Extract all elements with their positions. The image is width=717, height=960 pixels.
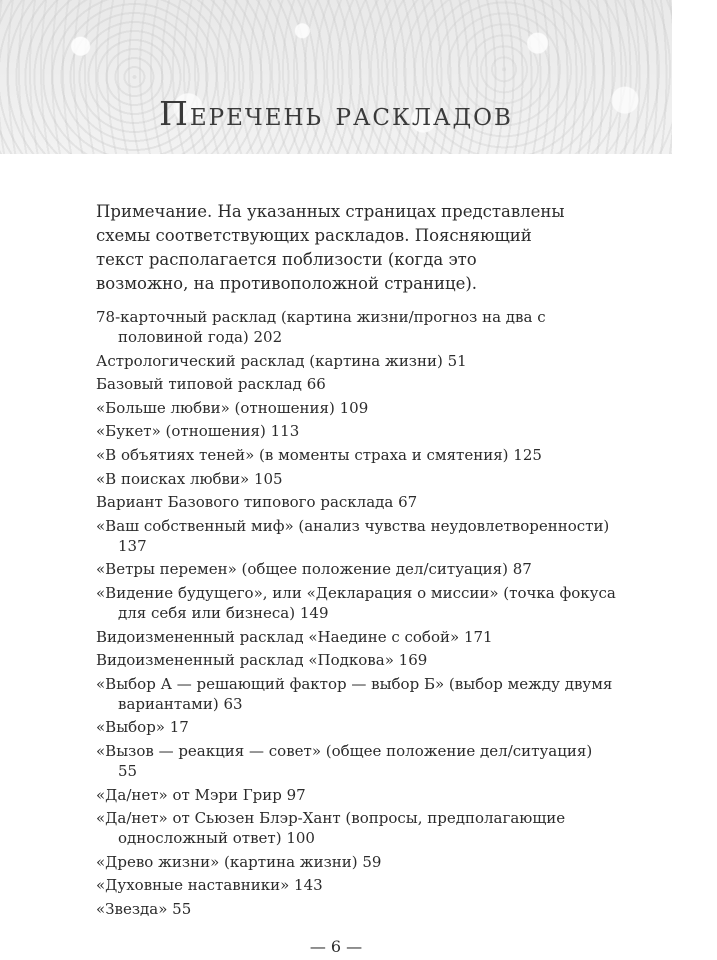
list-item: «Выбор» 17 xyxy=(96,718,189,737)
list-item: «Звезда» 55 xyxy=(96,899,192,918)
list-item: «Букет» (отношения) 113 xyxy=(96,422,300,441)
list-item: «В объятиях теней» (в моменты страха и смятения) 125 xyxy=(96,445,542,464)
list-item: Видоизмененный расклад «Наедине с собой» 171 xyxy=(96,627,493,646)
list-item: «Духовные наставники» 143 xyxy=(96,876,323,895)
list-item: «Вызов — реакция — совет» (общее положение дел/ситуация) 55 xyxy=(96,741,593,780)
note-paragraph: Примечание. На указанных страницах представлены схемы соответствующих раскладов. Поясняющий текст располагается поблизости (когда это возможно, на противоположной странице). xyxy=(96,202,565,293)
list-item: Астрологический расклад (картина жизни) 51 xyxy=(96,351,467,370)
list-item: Вариант Базового типового расклада 67 xyxy=(96,493,418,512)
list-item: «Ветры перемен» (общее положение дел/ситуация) 87 xyxy=(96,560,532,579)
spread-index-list xyxy=(96,307,616,922)
list-item: «Видение будущего», или «Декларация о миссии» (точка фокуса для себя или бизнеса) 149 xyxy=(96,583,616,622)
page-number: — 6 — xyxy=(309,937,363,956)
list-item: «Да/нет» от Сьюзен Блэр-Хант (вопросы, предполагающие односложный ответ) 100 xyxy=(96,809,566,848)
page-title: Перечень раскладов xyxy=(159,94,513,133)
list-item: Базовый типовой расклад 66 xyxy=(96,375,326,394)
list-item: «Больше любви» (отношения) 109 xyxy=(96,398,369,417)
list-item: «Ваш собственный миф» (анализ чувства неудовлетворенности) 137 xyxy=(96,516,610,555)
list-item: «Выбор А — решающий фактор — выбор Б» (выбор между двумя вариантами) 63 xyxy=(96,674,613,713)
list-item: «В поисках любви» 105 xyxy=(96,469,283,488)
list-item: «Да/нет» от Мэри Грир 97 xyxy=(96,785,306,804)
list-item: Видоизмененный расклад «Подкова» 169 xyxy=(96,651,428,670)
list-item: «Древо жизни» (картина жизни) 59 xyxy=(96,852,382,871)
list-item: 78-карточный расклад (картина жизни/прогноз на два с половиной года) 202 xyxy=(96,308,546,346)
